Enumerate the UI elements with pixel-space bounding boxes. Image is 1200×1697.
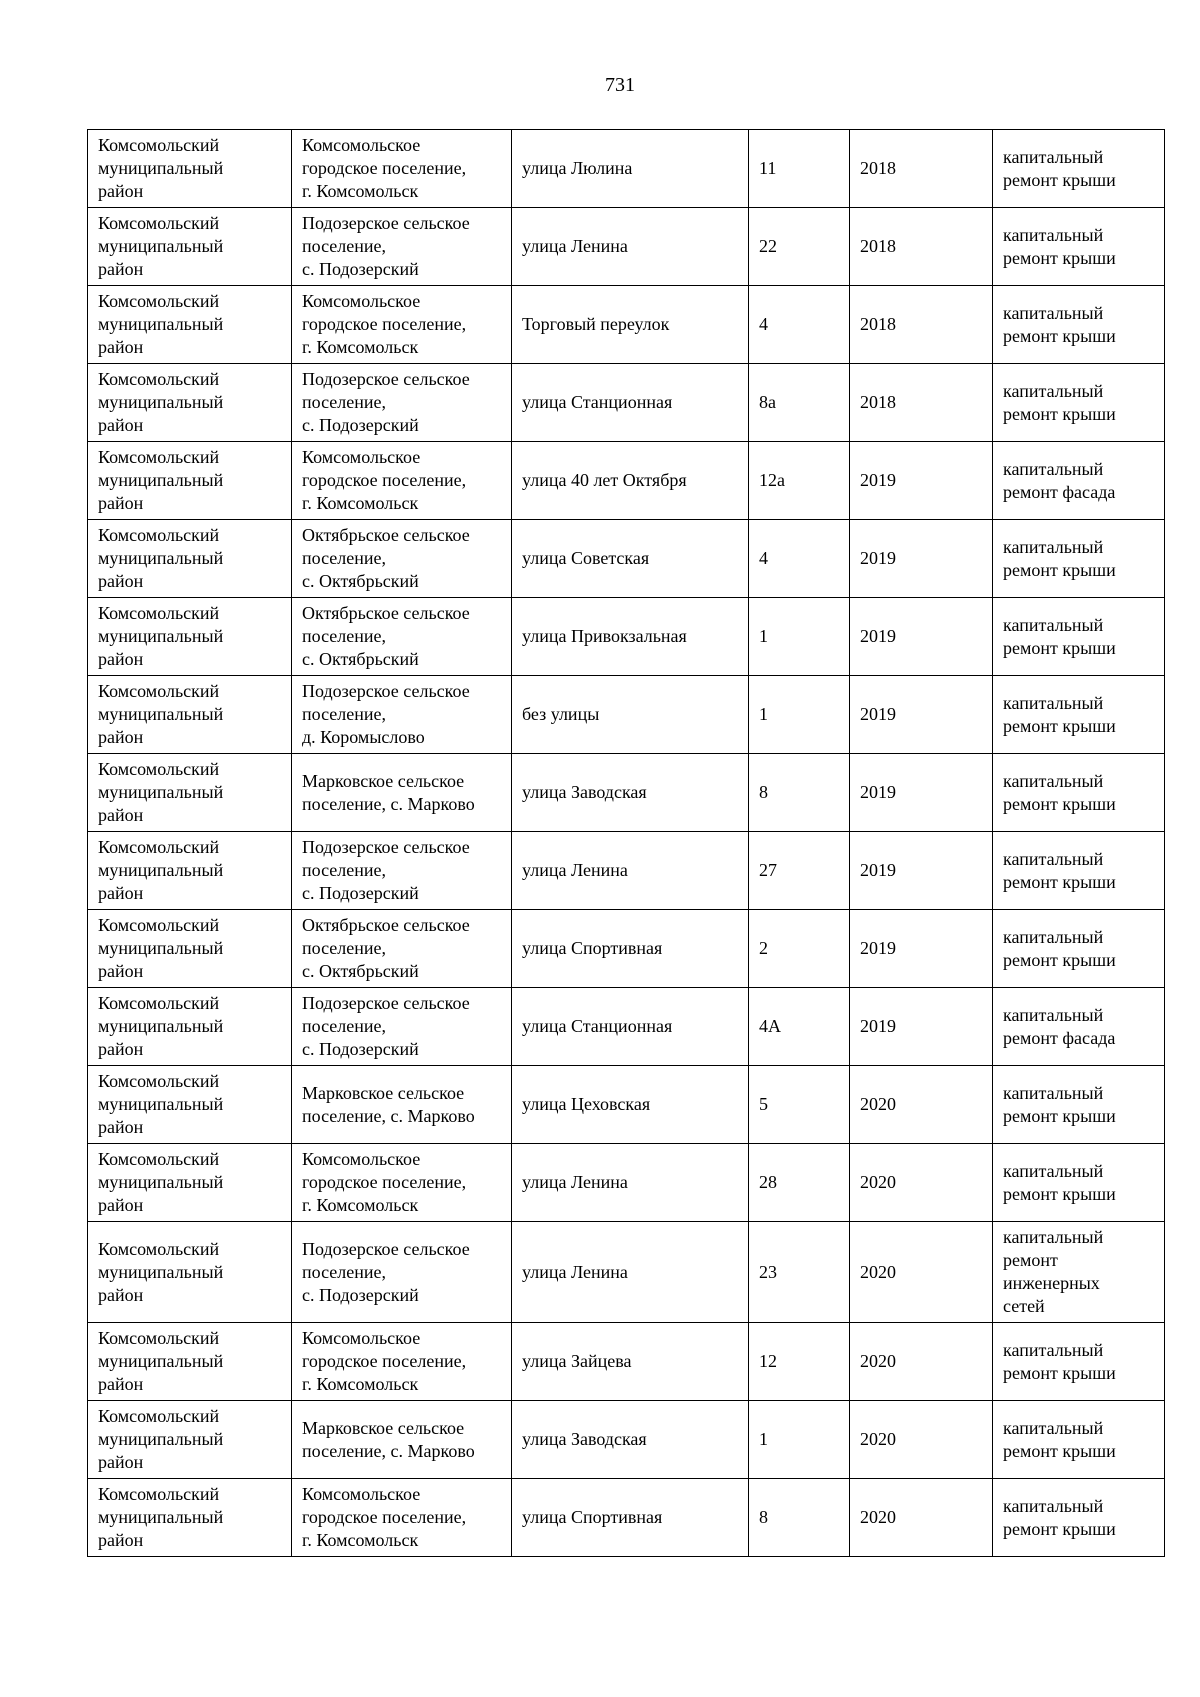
district-cell: Комсомольский муниципальный район [88,988,292,1066]
settlement-cell: Комсомольское городское поселение, г. Комсомольск [292,442,512,520]
settlement-cell: Комсомольское городское поселение, г. Комсомольск [292,130,512,208]
work-type-cell: капитальный ремонт крыши [993,364,1165,442]
street-cell: улица Спортивная [512,1479,749,1557]
table-row [88,754,1165,832]
house-number-cell: 27 [749,832,850,910]
house-number-cell: 2 [749,910,850,988]
year-cell: 2019 [850,910,993,988]
street-cell: без улицы [512,676,749,754]
settlement-cell: Марковское сельское поселение, с. Марково [292,754,512,832]
district-cell: Комсомольский муниципальный район [88,832,292,910]
district-cell: Комсомольский муниципальный район [88,1479,292,1557]
settlement-cell: Октябрьское сельское поселение, с. Октябрьский [292,910,512,988]
house-number-cell: 1 [749,598,850,676]
year-cell: 2020 [850,1323,993,1401]
work-type-cell: капитальный ремонт крыши [993,598,1165,676]
work-type-cell: капитальный ремонт инженерных сетей [993,1222,1165,1323]
settlement-cell: Подозерское сельское поселение, с. Подозерский [292,832,512,910]
work-type-cell: капитальный ремонт фасада [993,442,1165,520]
year-cell: 2019 [850,676,993,754]
street-cell: улица Станционная [512,364,749,442]
street-cell: улица Ленина [512,1222,749,1323]
settlement-cell: Подозерское сельское поселение, д. Коромыслово [292,676,512,754]
work-type-cell: капитальный ремонт крыши [993,910,1165,988]
table-row [88,442,1165,520]
year-cell: 2019 [850,442,993,520]
table-row [88,1401,1165,1479]
settlement-cell: Марковское сельское поселение, с. Марково [292,1066,512,1144]
house-number-cell: 5 [749,1066,850,1144]
settlement-cell: Подозерское сельское поселение, с. Подозерский [292,1222,512,1323]
house-number-cell: 22 [749,208,850,286]
settlement-cell: Октябрьское сельское поселение, с. Октябрьский [292,520,512,598]
settlement-cell: Октябрьское сельское поселение, с. Октябрьский [292,598,512,676]
table-row [88,598,1165,676]
settlement-cell: Марковское сельское поселение, с. Марково [292,1401,512,1479]
year-cell: 2020 [850,1222,993,1323]
table-row [88,286,1165,364]
district-cell: Комсомольский муниципальный район [88,676,292,754]
work-type-cell: капитальный ремонт фасада [993,988,1165,1066]
house-number-cell: 8а [749,364,850,442]
work-type-cell: капитальный ремонт крыши [993,676,1165,754]
street-cell: улица Люлина [512,130,749,208]
work-type-cell: капитальный ремонт крыши [993,1066,1165,1144]
street-cell: улица 40 лет Октября [512,442,749,520]
street-cell: улица Цеховская [512,1066,749,1144]
table-row [88,832,1165,910]
district-cell: Комсомольский муниципальный район [88,208,292,286]
district-cell: Комсомольский муниципальный район [88,910,292,988]
work-type-cell: капитальный ремонт крыши [993,832,1165,910]
work-type-cell: капитальный ремонт крыши [993,1401,1165,1479]
street-cell: улица Ленина [512,832,749,910]
settlement-cell: Комсомольское городское поселение, г. Комсомольск [292,1323,512,1401]
house-number-cell: 4А [749,988,850,1066]
year-cell: 2018 [850,130,993,208]
table-row [88,1479,1165,1557]
work-type-cell: капитальный ремонт крыши [993,1479,1165,1557]
year-cell: 2018 [850,286,993,364]
year-cell: 2020 [850,1479,993,1557]
street-cell: улица Ленина [512,208,749,286]
house-number-cell: 8 [749,1479,850,1557]
settlement-cell: Подозерское сельское поселение, с. Подозерский [292,208,512,286]
settlement-cell: Подозерское сельское поселение, с. Подозерский [292,364,512,442]
house-number-cell: 11 [749,130,850,208]
street-cell: улица Заводская [512,1401,749,1479]
work-type-cell: капитальный ремонт крыши [993,286,1165,364]
street-cell: Торговый переулок [512,286,749,364]
table-row [88,364,1165,442]
house-number-cell: 12 [749,1323,850,1401]
street-cell: улица Станционная [512,988,749,1066]
district-cell: Комсомольский муниципальный район [88,1144,292,1222]
house-number-cell: 4 [749,286,850,364]
house-number-cell: 4 [749,520,850,598]
street-cell: улица Ленина [512,1144,749,1222]
table-row [88,910,1165,988]
district-cell: Комсомольский муниципальный район [88,754,292,832]
repair-schedule-table [87,129,1165,1557]
district-cell: Комсомольский муниципальный район [88,1323,292,1401]
year-cell: 2019 [850,988,993,1066]
district-cell: Комсомольский муниципальный район [88,598,292,676]
table-row [88,130,1165,208]
district-cell: Комсомольский муниципальный район [88,364,292,442]
district-cell: Комсомольский муниципальный район [88,1401,292,1479]
year-cell: 2020 [850,1066,993,1144]
table-row [88,208,1165,286]
house-number-cell: 28 [749,1144,850,1222]
work-type-cell: капитальный ремонт крыши [993,1323,1165,1401]
table-row [88,1144,1165,1222]
street-cell: улица Спортивная [512,910,749,988]
settlement-cell: Комсомольское городское поселение, г. Комсомольск [292,1144,512,1222]
house-number-cell: 8 [749,754,850,832]
district-cell: Комсомольский муниципальный район [88,286,292,364]
table-row [88,676,1165,754]
work-type-cell: капитальный ремонт крыши [993,520,1165,598]
district-cell: Комсомольский муниципальный район [88,520,292,598]
house-number-cell: 1 [749,1401,850,1479]
table-row [88,520,1165,598]
table-row [88,1222,1165,1323]
year-cell: 2020 [850,1144,993,1222]
district-cell: Комсомольский муниципальный район [88,442,292,520]
year-cell: 2019 [850,520,993,598]
year-cell: 2018 [850,208,993,286]
district-cell: Комсомольский муниципальный район [88,130,292,208]
house-number-cell: 1 [749,676,850,754]
street-cell: улица Советская [512,520,749,598]
table-row [88,988,1165,1066]
year-cell: 2018 [850,364,993,442]
settlement-cell: Комсомольское городское поселение, г. Комсомольск [292,286,512,364]
page-number: 731 [605,74,635,96]
settlement-cell: Подозерское сельское поселение, с. Подозерский [292,988,512,1066]
table-row [88,1066,1165,1144]
year-cell: 2019 [850,832,993,910]
work-type-cell: капитальный ремонт крыши [993,1144,1165,1222]
year-cell: 2019 [850,754,993,832]
street-cell: улица Привокзальная [512,598,749,676]
year-cell: 2019 [850,598,993,676]
table-row [88,1323,1165,1401]
work-type-cell: капитальный ремонт крыши [993,754,1165,832]
house-number-cell: 23 [749,1222,850,1323]
settlement-cell: Комсомольское городское поселение, г. Комсомольск [292,1479,512,1557]
district-cell: Комсомольский муниципальный район [88,1222,292,1323]
work-type-cell: капитальный ремонт крыши [993,208,1165,286]
district-cell: Комсомольский муниципальный район [88,1066,292,1144]
street-cell: улица Зайцева [512,1323,749,1401]
work-type-cell: капитальный ремонт крыши [993,130,1165,208]
house-number-cell: 12а [749,442,850,520]
year-cell: 2020 [850,1401,993,1479]
table-body [88,130,1165,1557]
street-cell: улица Заводская [512,754,749,832]
